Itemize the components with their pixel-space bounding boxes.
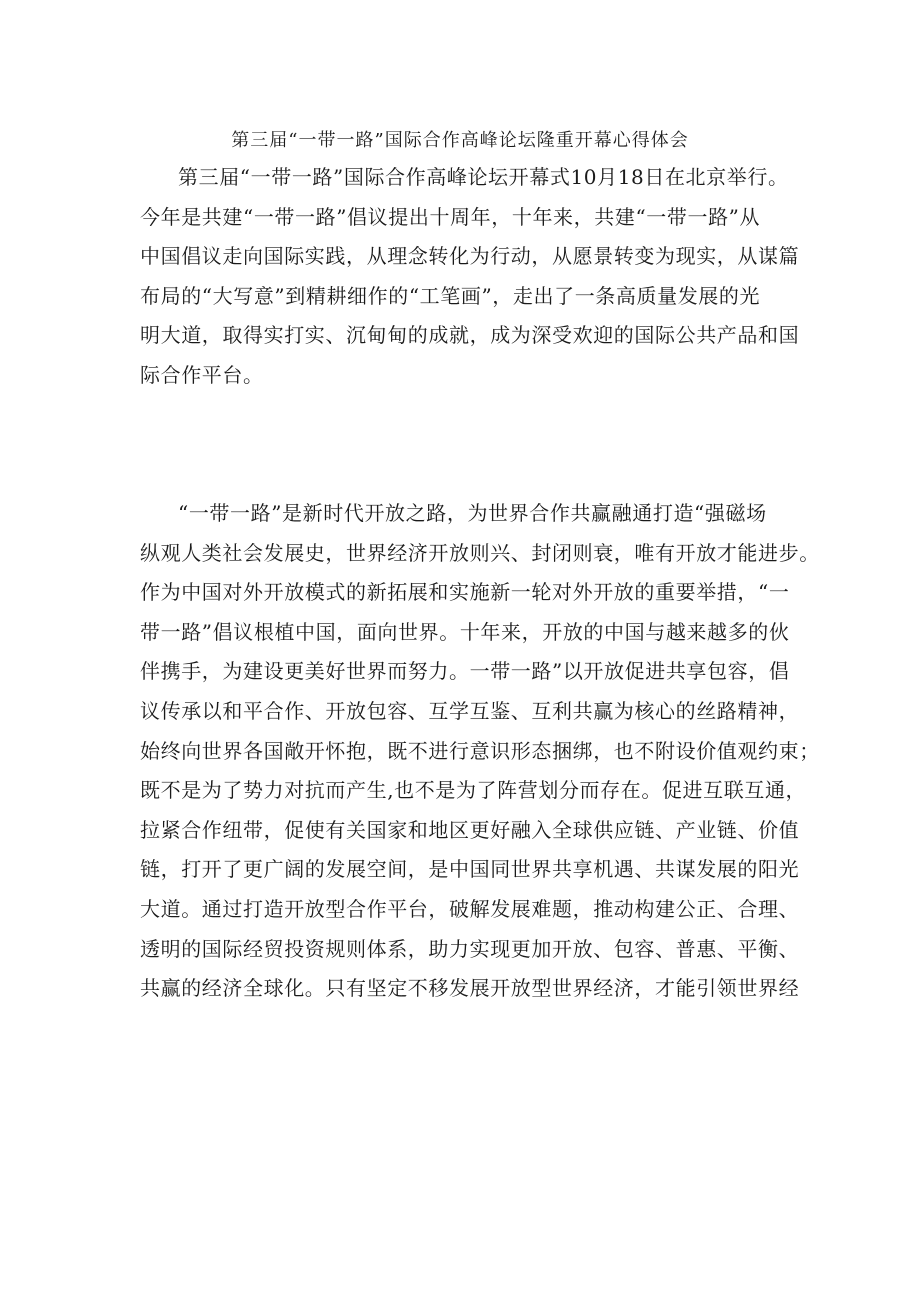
text-line: 议传承以和平合作、开放包容、互学互鉴、互利共赢为核心的丝路精神， <box>140 698 800 723</box>
text-line: 共赢的经济全球化。只有坚定不移发展开放型世界经济，才能引领世界经 <box>140 976 800 1001</box>
paragraph-2 <box>140 494 820 1009</box>
text-line: 际合作平台。 <box>140 362 264 387</box>
document-title: 第三届“一带一路”国际合作高峰论坛隆重开幕心得体会 <box>231 130 689 151</box>
text-line: “一带一路”是新时代开放之路，为世界合作共赢融通打造“强磁场 <box>178 501 767 525</box>
text-line: 拉紧合作纽带，促使有关国家和地区更好融入全球供应链、产业链、价值 <box>140 817 800 842</box>
text-line: 始终向世界各国敞开怀抱，既不进行意识形态捆绑，也不附设价值观约束； <box>140 738 820 763</box>
text-line: 大道。通过打造开放型合作平台，破解发展难题，推动构建公正、合理、 <box>140 896 800 921</box>
paragraph-1 <box>140 158 799 396</box>
text-line: 伴携手，为建设更美好世界而努力。一带一路”以开放促进共享包容，倡 <box>140 659 790 684</box>
text-line: 纵观人类社会发展史，世界经济开放则兴、封闭则衰，唯有开放才能进步。 <box>140 540 820 565</box>
text-line: 布局的“大写意”到精耕细作的“工笔画”，走出了一条高质量发展的光 <box>140 283 761 308</box>
text-line: 今年是共建“一带一路”倡议提出十周年，十年来，共建“一带一路”从 <box>140 204 761 229</box>
text-line: 带一路”倡议根植中国，面向世界。十年来，开放的中国与越来越多的伙 <box>140 619 790 644</box>
text-line: 第三届“一带一路”国际合作高峰论坛开幕式10月18日在北京举行。 <box>178 165 789 189</box>
text-line: 既不是为了势力对抗而产生,也不是为了阵营划分而存在。促进互联互通， <box>140 778 807 803</box>
text-line: 中国倡议走向国际实践，从理念转化为行动，从愿景转变为现实，从谋篇 <box>140 244 800 269</box>
text-line: 作为中国对外开放模式的新拓展和实施新一轮对外开放的重要举措，“一 <box>140 580 790 605</box>
text-line: 链，打开了更广阔的发展空间，是中国同世界共享机遇、共谋发展的阳光 <box>140 857 800 882</box>
text-line: 明大道，取得实打实、沉甸甸的成就，成为深受欢迎的国际公共产品和国 <box>140 323 800 348</box>
text-line: 透明的国际经贸投资规则体系，助力实现更加开放、包容、普惠、平衡、 <box>140 936 800 961</box>
